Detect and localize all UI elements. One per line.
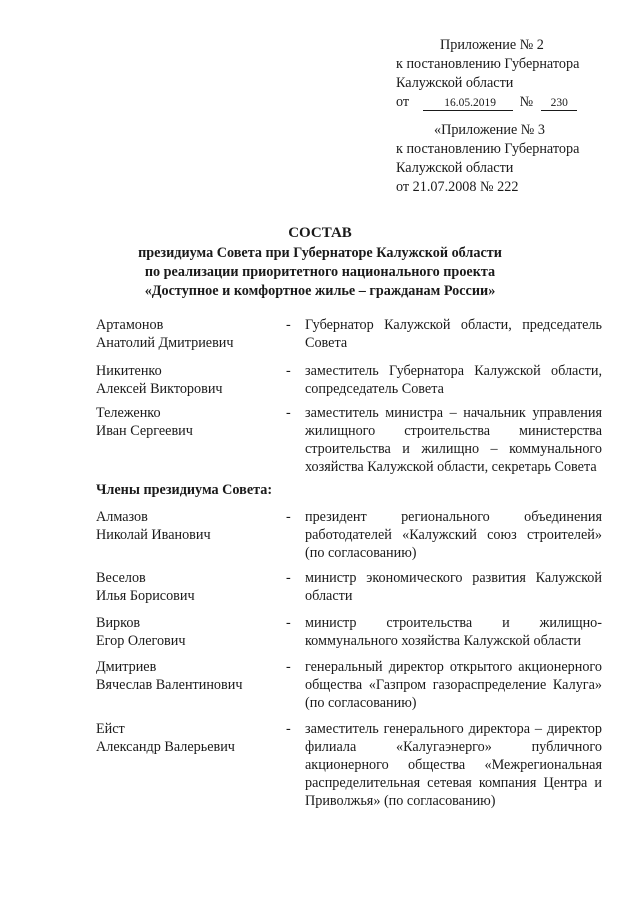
decree-date: 16.05.2019 bbox=[423, 96, 513, 111]
appendix-3-line3: Калужской области bbox=[396, 160, 514, 176]
members-heading: Члены президиума Совета: bbox=[96, 482, 273, 498]
title-line-1: президиума Совета при Губернаторе Калужской области bbox=[138, 245, 502, 261]
dash: - bbox=[286, 570, 291, 586]
member-surname: Никитенко bbox=[96, 363, 162, 379]
member-surname: Артамонов bbox=[96, 317, 164, 333]
member-given-names: Александр Валерьевич bbox=[96, 739, 235, 755]
appendix-2-line2: к постановлению Губернатора bbox=[396, 56, 580, 72]
decree-number: 230 bbox=[541, 96, 577, 111]
document-title bbox=[100, 224, 540, 301]
member-surname: Вирков bbox=[96, 615, 141, 631]
appendix-2-line3: Калужской области bbox=[396, 75, 514, 91]
appendix-2-title: Приложение № 2 bbox=[440, 37, 544, 53]
title-main: СОСТАВ bbox=[288, 225, 352, 241]
member-name bbox=[96, 508, 276, 544]
member-name bbox=[96, 658, 276, 694]
dash: - bbox=[286, 659, 291, 675]
appendix-3-line4: от 21.07.2008 № 222 bbox=[396, 179, 519, 195]
member-name bbox=[96, 316, 276, 352]
member-role: заместитель генерального директора – директор филиала «Калугаэнерго» публичного акционерного общества «Межрегиональная распределительная сетевая компания Центра и Приволжья» (по согласованию) bbox=[305, 721, 602, 809]
member-given-names: Егор Олегович bbox=[96, 633, 186, 649]
member-role: заместитель министра – начальник управления жилищного строительства министерства строительства и жилищно – коммунального хозяйства Калужской области, секретарь Совета bbox=[305, 405, 602, 475]
number-label: № bbox=[519, 94, 534, 110]
dash: - bbox=[286, 317, 291, 333]
dash: - bbox=[286, 721, 291, 737]
member-role: Губернатор Калужской области, председатель Совета bbox=[305, 317, 602, 351]
member-name bbox=[96, 614, 276, 650]
member-name bbox=[96, 720, 276, 756]
member-given-names: Иван Сергеевич bbox=[96, 423, 193, 439]
member-surname: Ейст bbox=[96, 721, 125, 737]
member-given-names: Илья Борисович bbox=[96, 588, 195, 604]
title-line-2: по реализации приоритетного национального проекта bbox=[144, 264, 496, 280]
member-given-names: Анатолий Дмитриевич bbox=[96, 335, 234, 351]
appendix-3-line2: к постановлению Губернатора bbox=[396, 141, 580, 157]
member-given-names: Николай Иванович bbox=[96, 527, 211, 543]
member-surname: Алмазов bbox=[96, 509, 148, 525]
title-line-3: «Доступное и комфортное жилье – гражданам России» bbox=[144, 283, 496, 299]
dash: - bbox=[286, 405, 291, 421]
member-surname: Тележенко bbox=[96, 405, 161, 421]
member-role: генеральный директор открытого акционерного общества «Газпром газораспределение Калуга» (по согласованию) bbox=[305, 659, 602, 711]
member-surname: Веселов bbox=[96, 570, 146, 586]
member-name bbox=[96, 362, 276, 398]
appendix-3-title: «Приложение № 3 bbox=[434, 122, 545, 138]
member-role: президент регионального объединения работодателей «Калужский союз строителей» (по согласованию) bbox=[305, 509, 602, 561]
member-given-names: Вячеслав Валентинович bbox=[96, 677, 243, 693]
from-label: от bbox=[396, 94, 410, 110]
dash: - bbox=[286, 509, 291, 525]
member-given-names: Алексей Викторович bbox=[96, 381, 223, 397]
appendix-3-header bbox=[396, 121, 611, 197]
member-role: министр экономического развития Калужской области bbox=[305, 570, 602, 604]
member-role: министр строительства и жилищно-коммунального хозяйства Калужской области bbox=[305, 615, 602, 649]
member-name bbox=[96, 404, 276, 440]
dash: - bbox=[286, 615, 291, 631]
member-surname: Дмитриев bbox=[96, 659, 157, 675]
appendix-2-date-line bbox=[396, 93, 611, 112]
appendix-2-header bbox=[396, 36, 611, 112]
member-role: заместитель Губернатора Калужской области, сопредседатель Совета bbox=[305, 363, 602, 397]
member-name bbox=[96, 569, 276, 605]
dash: - bbox=[286, 363, 291, 379]
